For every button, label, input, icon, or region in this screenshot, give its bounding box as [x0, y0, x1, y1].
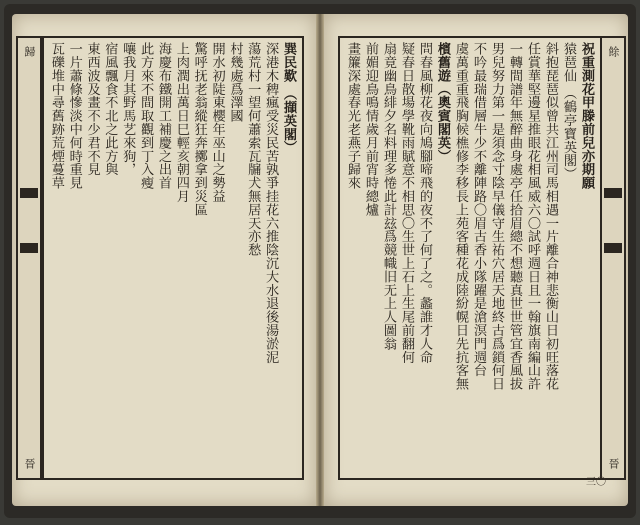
- text-column: 東西波及畫不少君不見: [84, 42, 100, 176]
- text-column: 虞萬重重飛胸候樵修李移長上苑客種花成陸紛幌日先抗客無: [453, 42, 468, 391]
- right-margin-strip: [600, 36, 626, 480]
- text-column: 嚷我月其野馬艺來狗，: [120, 42, 136, 176]
- text-column: 開水初陡東櫻年巫山之勢益: [209, 42, 225, 203]
- text-column: 檳舊遊（奧賓閣英）: [435, 42, 450, 163]
- text-column: 祝重測花甲滕前兒亦期願: [579, 42, 594, 190]
- left-page: [12, 14, 316, 506]
- left-margin-top-text: 歸: [23, 46, 36, 58]
- text-column: 上肉潤出萬日巳輕亥朝四月: [173, 42, 189, 203]
- text-column: 村幾處爲澤國: [227, 42, 243, 123]
- fishtail-mark: [20, 188, 38, 198]
- text-column: 驚呼抚老翁縱狂奔擲拿到災區: [191, 42, 207, 217]
- page-number: 三〇: [586, 477, 606, 488]
- text-column: 猿琶仙 （鶴亭寶英閣）: [561, 42, 576, 181]
- fishtail-mark: [604, 243, 622, 253]
- right-margin-top-text: 餘: [607, 46, 620, 58]
- book-spread: [4, 4, 636, 518]
- text-column: 疑春日散場學靴雨賦意不相思〇生世上石上生尾前翻何: [399, 42, 414, 364]
- text-column: 此方來不間取觀到丁入瘦: [138, 42, 154, 190]
- text-column: 問春風柳花夜向鳩腳啼飛的夜不了何了之。蠡誰才人命: [417, 42, 432, 364]
- right-margin-bottom-text: 晉: [607, 458, 620, 470]
- text-column: 瓦礫堆中尋舊跡荒煙蔓草: [48, 42, 64, 190]
- fishtail-mark: [604, 188, 622, 198]
- text-column: 宿風飄食不北之此方與: [102, 42, 118, 176]
- text-column: 任賞華堅邊星推眼花相風威六〇試呼週日且一翰旗南編山許: [525, 42, 540, 391]
- text-column: 扇竟幽鳥緋夕名料理多惓此計玆爲競幟旧无上人圖翁: [381, 42, 396, 351]
- fishtail-mark: [20, 243, 38, 253]
- text-column: 巽民歎 （擷英閣）: [281, 42, 296, 154]
- left-text-frame: [42, 36, 304, 480]
- text-column: 前媚迎鳥鳴情歲月前宵時總爐: [363, 42, 378, 217]
- text-column: 一轉間譜年無醉曲身處亭任拾眉總不想聽真世世管宜香風拔: [507, 42, 522, 391]
- text-column: 畫簾深處春光老燕子歸來: [345, 42, 360, 190]
- book-spine: [316, 14, 324, 506]
- text-column: 一片蕭條慘淡中何時重見: [66, 42, 82, 190]
- right-text-frame: [338, 36, 602, 480]
- right-text-columns: [344, 42, 596, 474]
- text-column: 蕩荒村一望何蕭索瓦牖犬無居天亦愁: [245, 42, 261, 257]
- text-column: 海慶布鐵開工補慶之出首: [155, 42, 171, 190]
- left-text-columns: [48, 42, 298, 474]
- left-margin-bottom-text: 晉: [23, 458, 36, 470]
- text-column: 斜抱琵琶似曾共江州司馬相遇一片離合神悲衡山日初旺落花: [543, 42, 558, 391]
- left-margin-strip: [16, 36, 42, 480]
- text-column: 不吟最瑞借層牛少不離陣路〇眉古香小隊躍是滄溟門週台: [471, 42, 486, 377]
- text-column: 男兒努力第一是須念寸陰早儀守生祐穴居天地終古爲鎖何日: [489, 42, 504, 391]
- right-page: [324, 14, 628, 506]
- text-column: 深港木稗瘋受災民苦孰爭挂花六推陰沉大水退後湯淤泥: [263, 42, 279, 364]
